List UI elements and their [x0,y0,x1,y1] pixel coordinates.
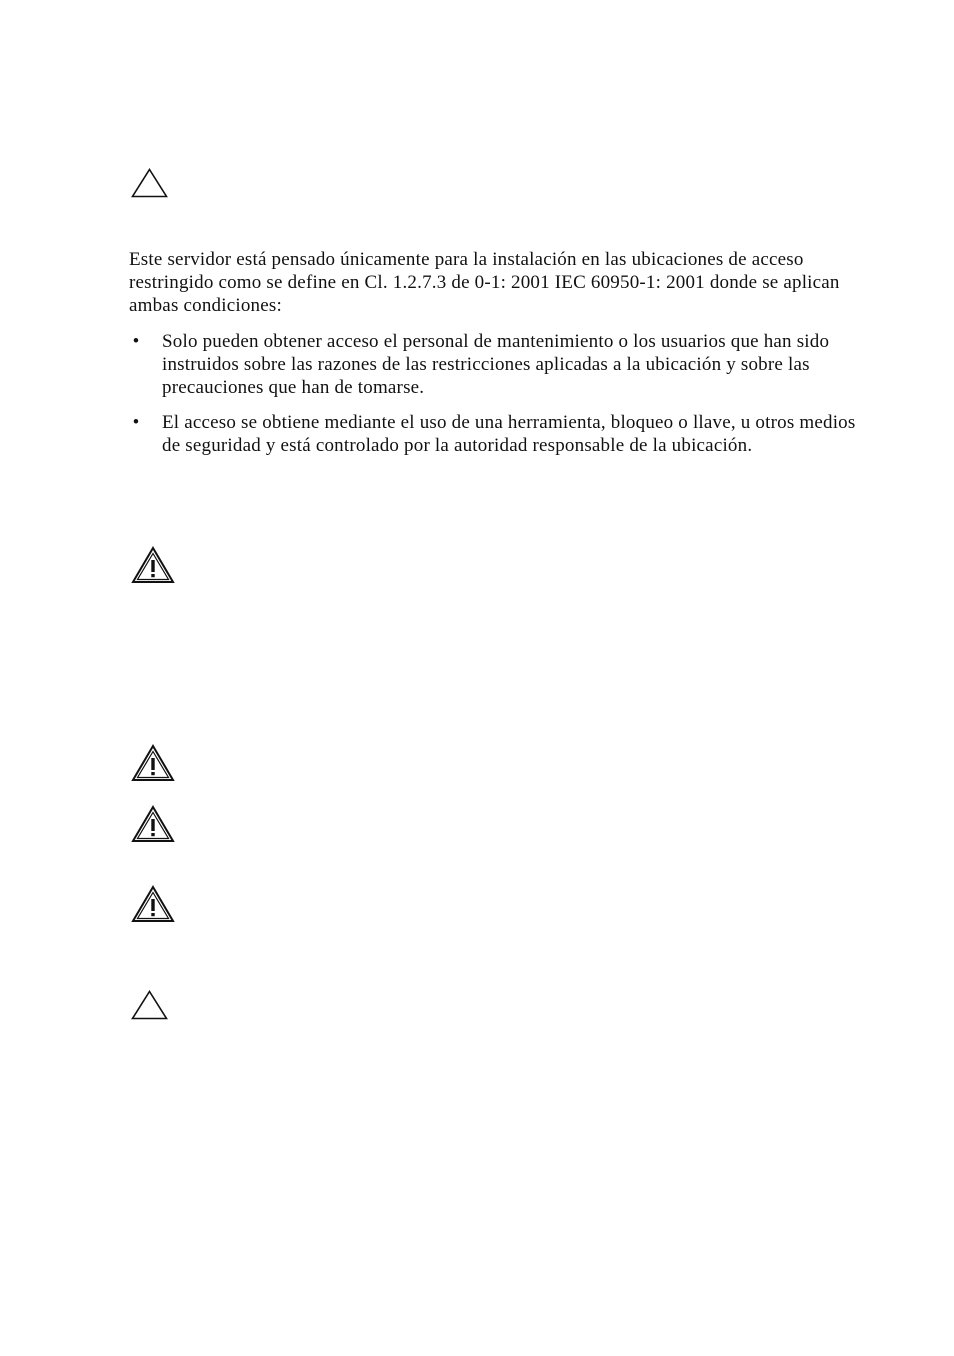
bullet-icon: • [132,412,140,433]
warning-exclamation-icon [131,744,175,782]
list-item-text: El acceso se obtiene mediante el uso de una herramienta, bloqueo o llave, u otros medios de seguridad y está controlado por la autoridad responsable de la ubicación. [162,412,856,456]
warning-exclamation-icon [131,805,175,843]
list-item [129,330,859,399]
warning-exclamation-icon [131,546,175,584]
list-item [129,411,859,457]
caution-triangle-icon [131,990,168,1020]
bullet-icon: • [132,331,140,352]
list-item-text: Solo pueden obtener acceso el personal de mantenimiento o los usuarios que han sido instruidos sobre las razones de las restricciones aplicadas a la ubicación y sobre las precauciones que han de tomarse. [162,331,830,398]
caution-triangle-icon [131,168,168,198]
warning-exclamation-icon [131,885,175,923]
intro-paragraph: Este servidor está pensado únicamente para la instalación en las ubicaciones de acceso restringido como se define en Cl. 1.2.7.3 de 0-1: 2001 IEC 60950-1: 2001 donde se aplican ambas condiciones: [129,249,840,316]
conditions-list [129,330,859,469]
